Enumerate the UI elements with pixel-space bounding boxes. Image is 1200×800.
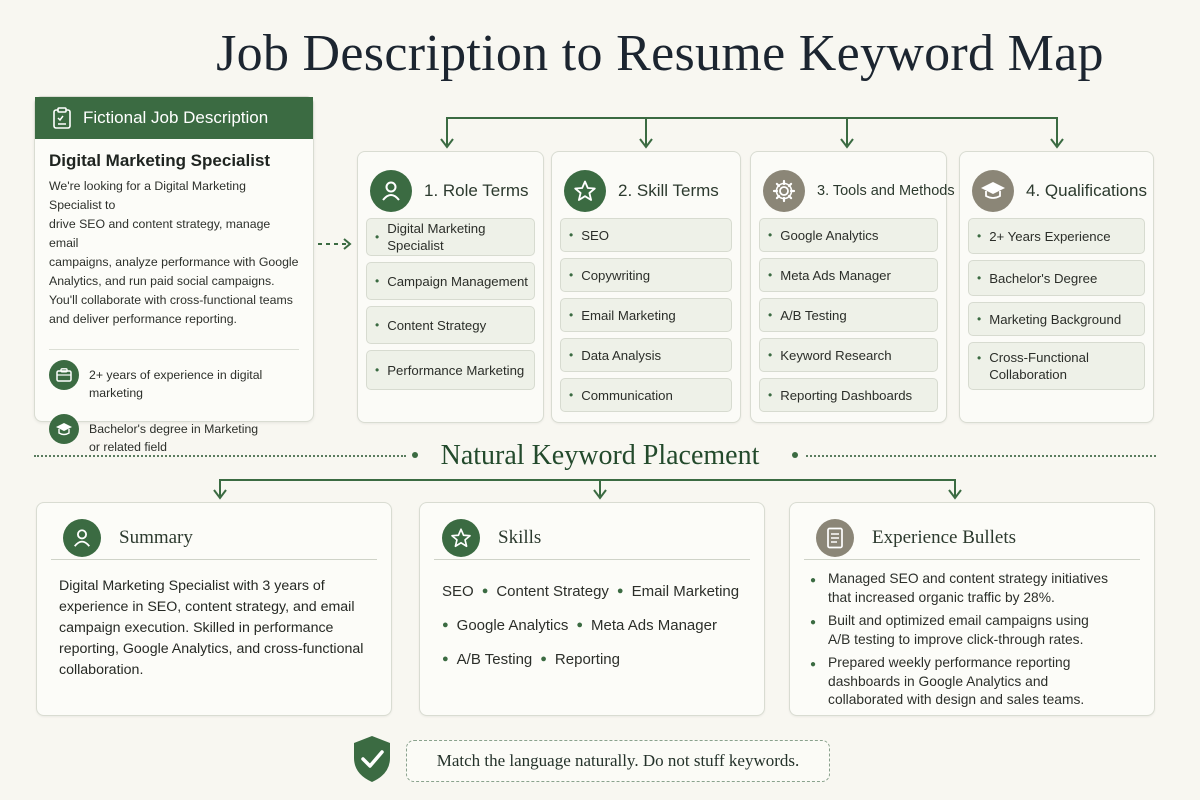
- category-role-terms: [357, 151, 544, 423]
- bullet-dot: •: [569, 308, 574, 322]
- keyword-pill: [560, 378, 732, 412]
- bullet-dot: •: [375, 318, 380, 332]
- person-icon: [370, 170, 412, 212]
- bullet-dot: ●: [540, 653, 547, 665]
- keyword-pill: [366, 262, 535, 300]
- job-description-line: campaigns, analyze performance with Google: [49, 255, 299, 269]
- bullet-dot: •: [569, 268, 574, 282]
- keyword-label: Cross-Functional Collaboration: [989, 350, 1089, 382]
- bullet-dot: •: [977, 229, 982, 243]
- category-skill-terms: [551, 151, 741, 423]
- keyword-pill: [366, 350, 535, 390]
- list-item: [810, 612, 1134, 649]
- bullet-dot: ●: [810, 575, 817, 586]
- briefcase-icon: [49, 360, 79, 390]
- keyword-label: Google Analytics: [780, 227, 879, 243]
- keyword-label: Data Analysis: [581, 347, 662, 363]
- bullet-dot: •: [569, 348, 574, 362]
- job-description-line: Analytics, and run paid social campaigns.: [49, 274, 275, 288]
- keyword-label: 2+ Years Experience: [989, 228, 1111, 244]
- job-description-line: drive SEO and content strategy, manage email: [49, 217, 271, 250]
- divider: [49, 349, 299, 350]
- skills-row: [442, 574, 764, 608]
- keyword-label: A/B Testing: [780, 307, 847, 323]
- keyword-label: Performance Marketing: [387, 362, 525, 378]
- keyword-pill: [759, 258, 938, 292]
- summary-line: Digital Marketing Specialist with 3 years of: [59, 578, 325, 594]
- bullet-dot: •: [768, 228, 773, 242]
- bullet-dot: ●: [616, 585, 624, 597]
- document-icon: [816, 519, 854, 557]
- job-description-line: We're looking for a Digital Marketing Specialist to: [49, 179, 246, 212]
- keyword-label: Marketing Background: [989, 311, 1122, 327]
- graduation-cap-icon: [972, 170, 1014, 212]
- section-title: Natural Keyword Placement: [440, 440, 760, 471]
- experience-card: [789, 502, 1155, 716]
- summary-line: experience in SEO, content strategy, and email: [59, 599, 355, 615]
- skill-item: Meta Ads Manager: [591, 616, 717, 634]
- bullet-dot: •: [977, 271, 982, 285]
- bullet-dot: •: [977, 351, 982, 365]
- bullet-line: Managed SEO and content strategy initiatives: [828, 571, 1108, 586]
- gear-icon: [763, 170, 805, 212]
- star-icon: [564, 170, 606, 212]
- page-title: Job Description to Resume Keyword Map: [216, 25, 1104, 82]
- footer-note: Match the language naturally. Do not stuff keywords.: [406, 740, 830, 782]
- bullet-dot: ●: [810, 617, 817, 628]
- category-label: 1. Role Terms: [424, 181, 529, 200]
- keyword-pill: [968, 302, 1145, 336]
- category-header: [358, 152, 543, 218]
- category-label: 4. Qualifications: [1026, 181, 1147, 200]
- keyword-pill: [560, 218, 732, 252]
- bullet-dot: ●: [576, 619, 584, 631]
- bullet-dot: ●: [442, 653, 449, 665]
- dashed-arrow: [318, 236, 356, 252]
- category-tools-methods: [750, 151, 955, 423]
- skills-label: Skills: [498, 527, 542, 548]
- bullet-dot: •: [977, 312, 982, 326]
- summary-label: Summary: [119, 527, 193, 548]
- keyword-pill: [968, 260, 1145, 296]
- keyword-pill: [968, 218, 1145, 254]
- bullet-dot: •: [375, 363, 380, 377]
- skills-row: [442, 642, 764, 676]
- job-role-title: Digital Marketing Specialist: [49, 151, 271, 170]
- divider: [804, 559, 1140, 560]
- keyword-pill: [968, 342, 1145, 390]
- summary-header: [37, 503, 391, 559]
- list-item: [810, 654, 1134, 710]
- shield-check-icon: [350, 734, 394, 784]
- bullet-line: Built and optimized email campaigns using: [828, 613, 1089, 628]
- category-header: [960, 152, 1153, 218]
- job-description-line: You'll collaborate with cross-functional teams: [49, 293, 293, 307]
- keyword-pill: [560, 258, 732, 292]
- skills-row: [442, 608, 764, 642]
- person-icon: [63, 519, 101, 557]
- bullet-line: dashboards in Google Analytics and: [828, 673, 1049, 689]
- bullet-dot: •: [768, 348, 773, 362]
- bullet-dot: •: [569, 388, 574, 402]
- bullet-dot: ●: [442, 619, 449, 631]
- keyword-label: Reporting Dashboards: [780, 387, 913, 403]
- keyword-pill: [366, 218, 535, 256]
- keyword-pill: [759, 218, 938, 252]
- category-header: [552, 152, 740, 218]
- bullet-line: that increased organic traffic by 28%.: [828, 589, 1055, 605]
- keyword-pill: [759, 298, 938, 332]
- experience-label: Experience Bullets: [872, 527, 1017, 548]
- keyword-pill: [759, 378, 938, 412]
- divider: [51, 559, 377, 560]
- keyword-label: Copywriting: [581, 267, 651, 283]
- category-header: [751, 152, 955, 218]
- skill-item: Google Analytics: [456, 616, 569, 634]
- bullet-line: A/B testing to improve click-through rates.: [828, 631, 1084, 647]
- bullet-line: collaborated with design and sales teams.: [828, 692, 1085, 707]
- job-description-line: and deliver performance reporting.: [49, 312, 237, 326]
- experience-bullet-list: [810, 570, 1134, 710]
- keyword-label: Digital Marketing Specialist: [387, 221, 486, 253]
- job-description-body: [49, 177, 299, 329]
- summary-card: [36, 502, 392, 716]
- summary-line: collaboration.: [59, 662, 144, 678]
- category-qualifications: [959, 151, 1154, 423]
- skill-item: Content Strategy: [496, 582, 609, 600]
- skill-item: Reporting: [554, 650, 620, 668]
- keyword-pill: [560, 298, 732, 332]
- requirement-text: 2+ years of experience in digital marketing: [89, 368, 263, 400]
- requirement-experience: [49, 360, 299, 402]
- skill-item: Email Marketing: [631, 582, 740, 600]
- job-description-header: [35, 97, 313, 139]
- bullet-dot: ●: [810, 659, 817, 670]
- skills-card: [419, 502, 765, 716]
- bullet-dot: •: [375, 274, 380, 288]
- keyword-label: Content Strategy: [387, 317, 487, 333]
- keyword-label: Bachelor's Degree: [989, 270, 1098, 286]
- keyword-pill: [560, 338, 732, 372]
- keyword-label: Communication: [581, 387, 673, 403]
- bullet-dot: •: [768, 268, 773, 282]
- summary-line: reporting, Google Analytics, and cross-functional: [59, 641, 364, 657]
- keyword-pill: [759, 338, 938, 372]
- skills-header: [420, 503, 764, 559]
- bullet-dot: ●: [481, 585, 489, 597]
- requirement-line: Bachelor's degree in Marketing: [89, 422, 259, 436]
- keyword-pill: [366, 306, 535, 344]
- keyword-label: Campaign Management: [387, 273, 528, 289]
- category-label: 3. Tools and Methods: [817, 183, 955, 199]
- bullet-dot: •: [768, 308, 773, 322]
- summary-line: campaign execution. Skilled in performance: [59, 620, 334, 636]
- requirement-line: or related field: [89, 440, 167, 454]
- job-description-header-label: Fictional Job Description: [83, 108, 269, 127]
- experience-header: [790, 503, 1154, 559]
- star-icon: [442, 519, 480, 557]
- keyword-label: Email Marketing: [581, 307, 676, 323]
- bullet-dot: •: [375, 230, 380, 244]
- bullet-line: Prepared weekly performance reporting: [828, 655, 1071, 670]
- skill-item: SEO: [442, 582, 474, 600]
- job-description-card: [34, 96, 314, 454]
- summary-text: [59, 576, 369, 681]
- clipboard-icon: [51, 106, 73, 130]
- list-item: [810, 570, 1134, 607]
- skill-item: A/B Testing: [456, 650, 533, 668]
- bullet-dot: •: [768, 388, 773, 402]
- keyword-label: SEO: [581, 227, 610, 243]
- category-label: 2. Skill Terms: [618, 181, 719, 200]
- keyword-label: Keyword Research: [780, 347, 892, 363]
- bullet-dot: •: [569, 228, 574, 242]
- keyword-label: Meta Ads Manager: [780, 267, 891, 283]
